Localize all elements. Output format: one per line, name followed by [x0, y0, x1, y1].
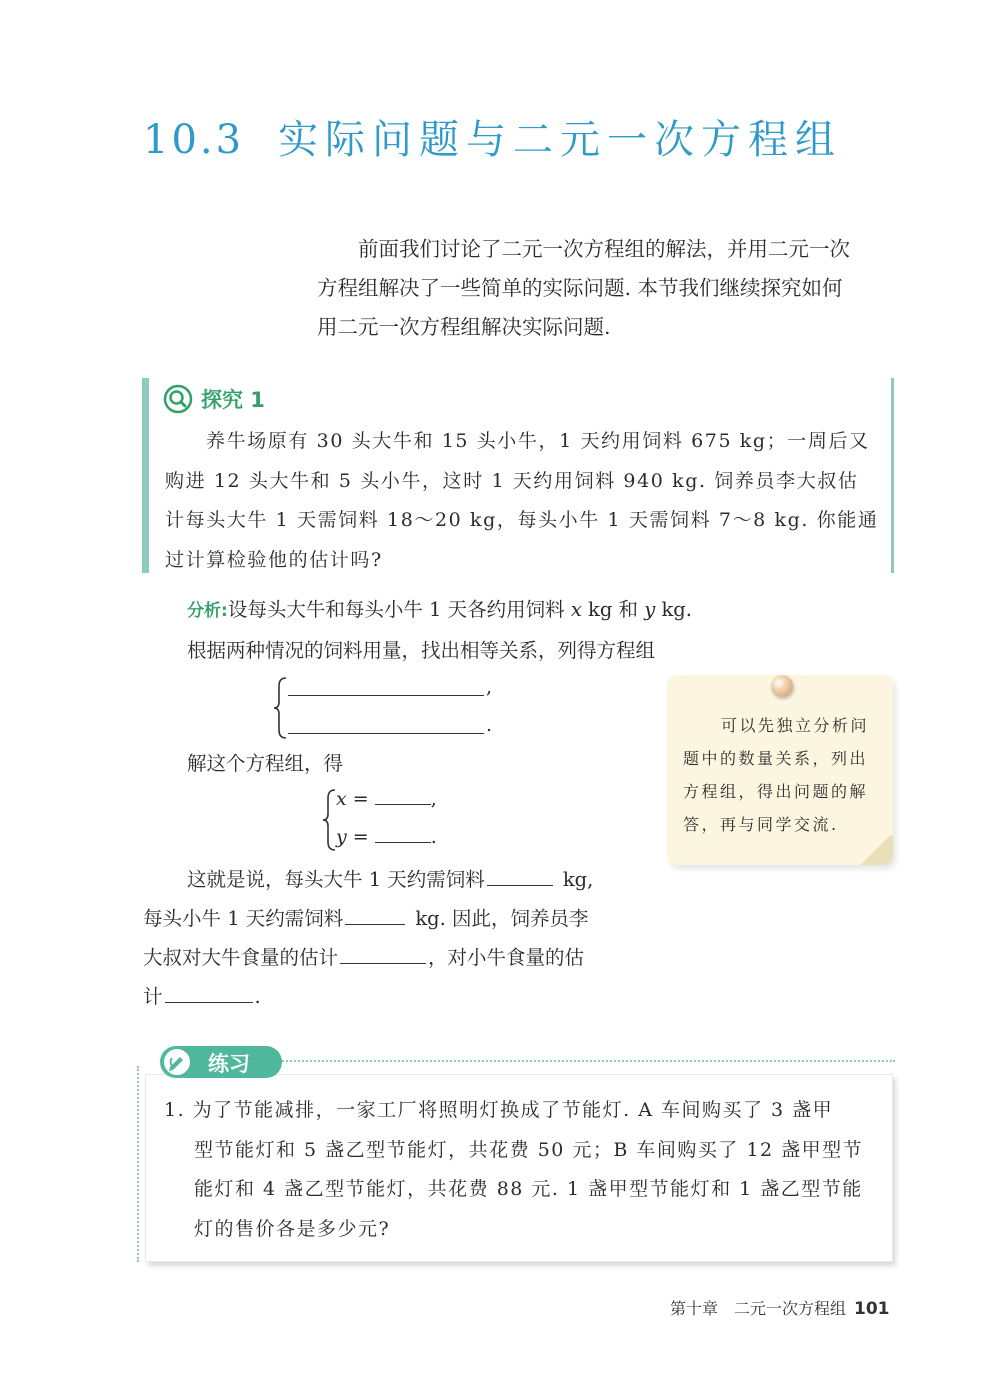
intro-line: 用二元一次方程组解决实际问题.: [317, 315, 611, 339]
analysis-text: kg.: [661, 598, 692, 621]
conclusion-line: [143, 899, 638, 938]
conclusion-text: .: [254, 985, 261, 1008]
explore-box: [142, 378, 894, 573]
pencil-icon: [162, 1047, 192, 1077]
intro-paragraph: [317, 230, 897, 347]
equation-blank-2[interactable]: [288, 733, 484, 734]
conclusion-line: [143, 938, 638, 977]
question-line: [164, 1091, 876, 1249]
punct: .: [486, 714, 493, 736]
var-x: x: [570, 598, 582, 621]
practice-tab: [160, 1046, 282, 1078]
page-curl: [857, 835, 893, 865]
analysis-line-1: [187, 590, 787, 631]
conclusion-text: 每头小牛 1 天约需饲料: [143, 907, 344, 930]
solve-text: 解这个方程组，得: [187, 752, 344, 775]
solution-y-label: y =: [336, 826, 369, 848]
solution-system: [322, 786, 482, 856]
section-title: [143, 108, 842, 168]
explore-heading-label: 探究 1: [201, 388, 265, 412]
sticky-note: [667, 675, 893, 865]
analysis-text: 设每头大牛和每头小牛 1 天各约用饲料: [227, 598, 565, 621]
conclusion-text: 大叔对大牛食量的估计: [143, 946, 339, 969]
left-brace-icon: [272, 676, 290, 740]
intro-line: 前面我们讨论了二元一次方程组的解法，并用二元一次: [358, 237, 850, 261]
pin-icon: [771, 675, 793, 697]
question-text: 灯的售价各是多少元?: [194, 1217, 391, 1240]
conclusion-text: kg. 因此，饲养员李: [415, 907, 589, 930]
page-footer: [670, 1296, 890, 1319]
page-number: 101: [854, 1299, 890, 1319]
magnifier-icon: [163, 384, 193, 414]
solution-y-blank[interactable]: [375, 841, 431, 843]
big-cow-estimate-blank[interactable]: [340, 962, 426, 964]
chapter-name: 第十章 二元一次方程组: [670, 1299, 847, 1318]
analysis-block: [187, 590, 787, 670]
note-text: [683, 709, 883, 841]
practice-divider: [175, 1060, 895, 1062]
solution-row-y: [336, 826, 437, 848]
var-y: y: [644, 598, 656, 621]
solution-row-x: [336, 788, 437, 810]
explore-line: 计每头大牛 1 天需饲料 18～20 kg，每头小牛 1 天需饲料 7～8 kg. 你能通: [165, 509, 879, 531]
solution-x-label: x =: [336, 788, 369, 810]
section-number: 10.3: [143, 117, 245, 163]
practice-question-1: [164, 1091, 876, 1249]
conclusion-line: [143, 860, 638, 899]
conclusion-text: ，对小牛食量的估: [428, 946, 585, 969]
punct: ,: [486, 676, 493, 698]
solution-x-blank[interactable]: [375, 803, 431, 805]
section-heading: 实际问题与二元一次方程组: [278, 117, 843, 163]
note-line: 方程组，得出问题的解: [683, 782, 869, 801]
explore-problem: [165, 422, 879, 580]
explore-line: 购进 12 头大牛和 5 头小牛，这时 1 天约用饲料 940 kg. 饲养员李大叔估: [165, 469, 859, 492]
question-text: 1. 为了节能减排，一家工厂将照明灯换成了节能灯. A 车间购买了 3 盏甲: [164, 1099, 834, 1121]
note-line: 可以先独立分析问: [721, 716, 870, 735]
equation-blank-1[interactable]: [288, 695, 484, 696]
explore-heading: [163, 384, 265, 414]
intro-line: 方程组解决了一些简单的实际问题. 本节我们继续探究如何: [317, 276, 843, 300]
practice-divider-vertical: [137, 1066, 139, 1262]
explore-line: 养牛场原有 30 头大牛和 15 头小牛，1 天约用饲料 675 kg；一周后又: [206, 430, 870, 452]
explore-line: 过计算检验他的估计吗?: [165, 548, 383, 571]
equation-system-blank: [272, 676, 512, 746]
practice-box: [145, 1074, 893, 1262]
question-text: 型节能灯和 5 盏乙型节能灯，共花费 50 元；B 车间购买了 12 盏甲型节: [194, 1138, 864, 1161]
big-cow-blank[interactable]: [487, 884, 553, 886]
conclusion-paragraph: [143, 860, 638, 1016]
analysis-line-2: 根据两种情况的饲料用量，找出相等关系，列得方程组: [187, 639, 656, 662]
conclusion-text: 计: [143, 985, 163, 1008]
practice-label: 练习: [208, 1052, 250, 1076]
analysis-text: kg 和: [588, 598, 639, 621]
note-line: 答，再与同学交流.: [683, 815, 839, 834]
question-text: 能灯和 4 盏乙型节能灯，共花费 88 元. 1 盏甲型节能灯和 1 盏乙型节能: [194, 1178, 863, 1200]
small-cow-blank[interactable]: [345, 923, 405, 925]
note-line: 题中的数量关系，列出: [683, 749, 869, 768]
analysis-label: 分析:: [187, 601, 228, 621]
conclusion-line: [143, 977, 638, 1016]
punct: ,: [430, 788, 437, 810]
punct: .: [430, 826, 437, 848]
small-cow-estimate-blank[interactable]: [165, 1001, 253, 1003]
conclusion-text: 这就是说，每头大牛 1 天约需饲料: [187, 868, 485, 891]
conclusion-text: kg,: [562, 868, 594, 891]
